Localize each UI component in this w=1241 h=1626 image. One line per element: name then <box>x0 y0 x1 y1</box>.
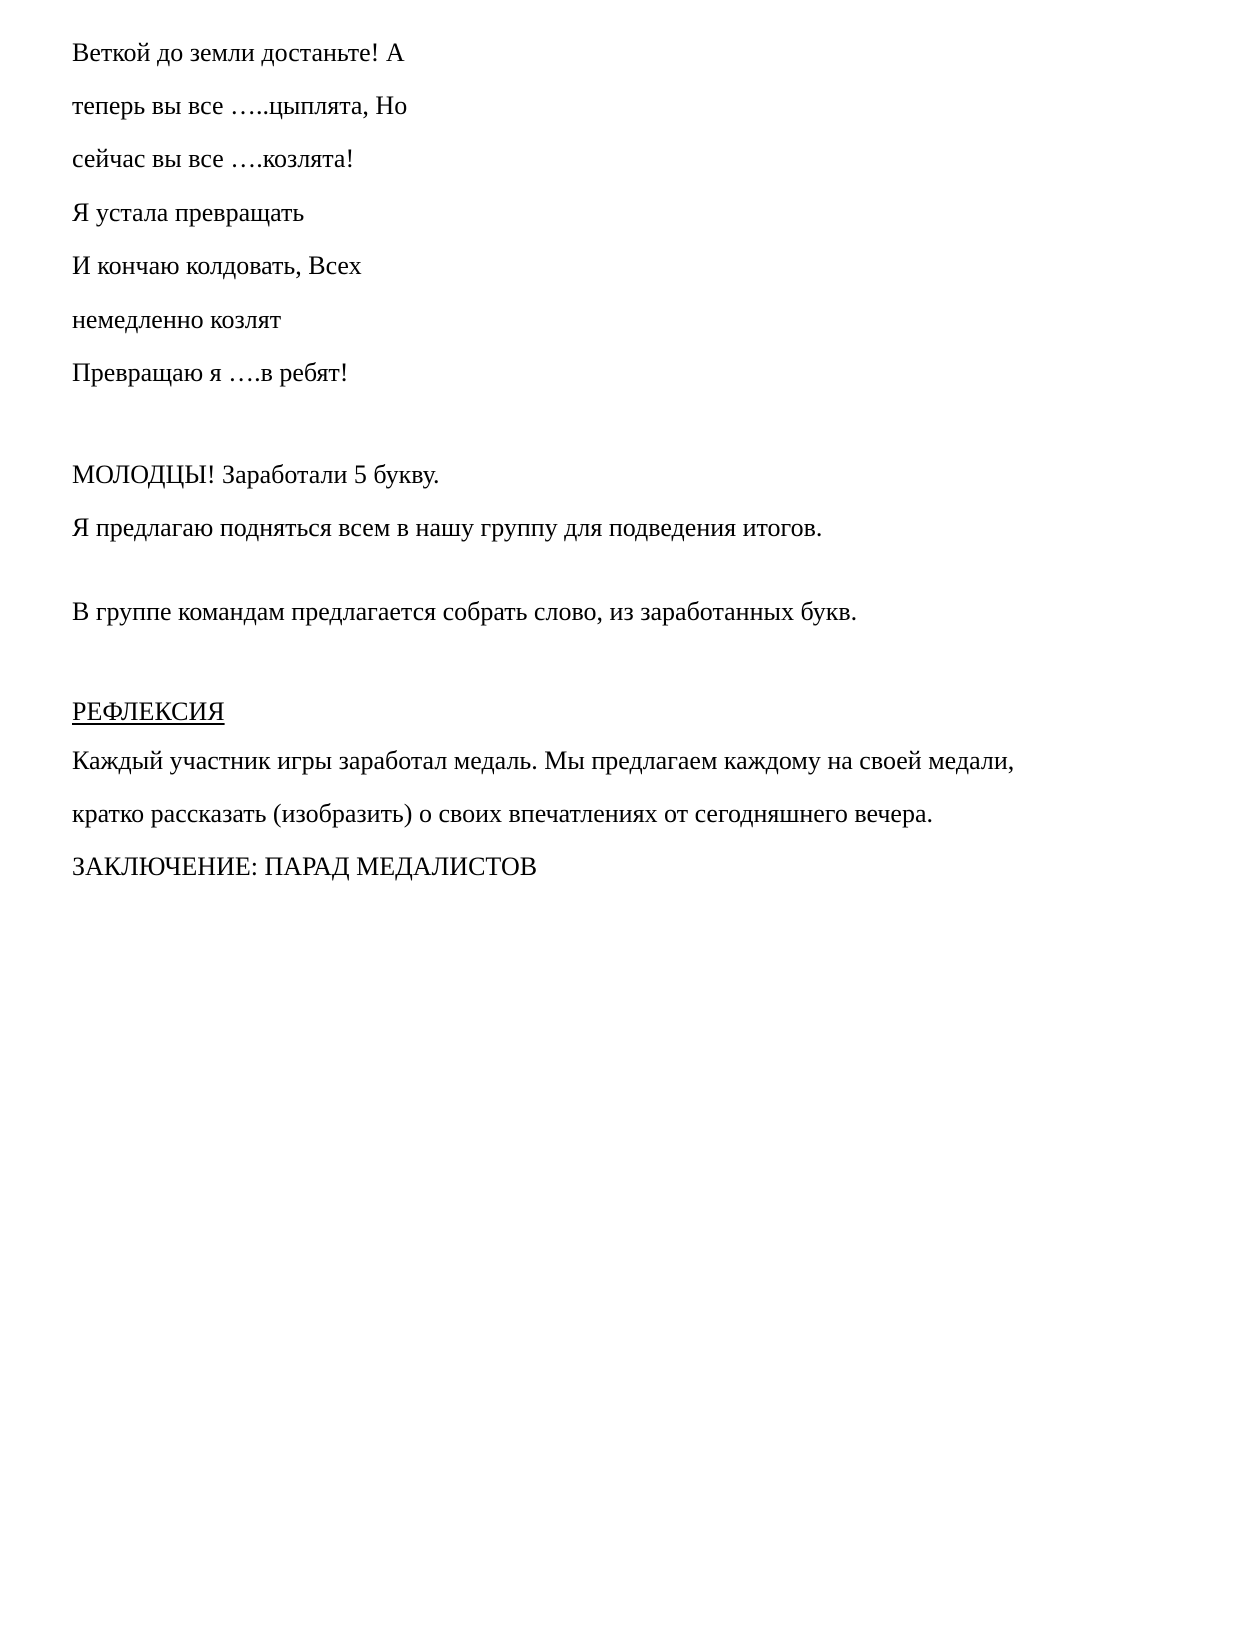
group-task-text: В группе командам предлагается собрать слово, из заработанных букв. <box>72 597 858 626</box>
praise-text: МОЛОДЦЫ! Заработали 5 букву. <box>72 460 440 489</box>
poem-line: Я устала превращать <box>72 198 305 227</box>
poem-line: немедленно козлят <box>72 305 282 334</box>
poem-line: И кончаю колдовать, Всех <box>72 251 362 280</box>
reflection-heading: РЕФЛЕКСИЯ <box>72 697 225 726</box>
poem-line: теперь вы все …..цыплята, Но <box>72 91 408 120</box>
conclusion-text: ЗАКЛЮЧЕНИЕ: ПАРАД МЕДАЛИСТОВ <box>72 852 538 881</box>
poem-line: сейчас вы все ….козлята! <box>72 144 355 173</box>
reflection-text: кратко рассказать (изобразить) о своих впечатлениях от сегодняшнего вечера. <box>72 799 933 828</box>
poem-line: Превращаю я ….в ребят! <box>72 358 349 387</box>
invite-text: Я предлагаю подняться всем в нашу группу для подведения итогов. <box>72 513 823 542</box>
reflection-text: Каждый участник игры заработал медаль. Мы предлагаем каждому на своей медали, <box>72 746 1015 775</box>
poem-line: Веткой до земли достаньте! А <box>72 38 405 67</box>
